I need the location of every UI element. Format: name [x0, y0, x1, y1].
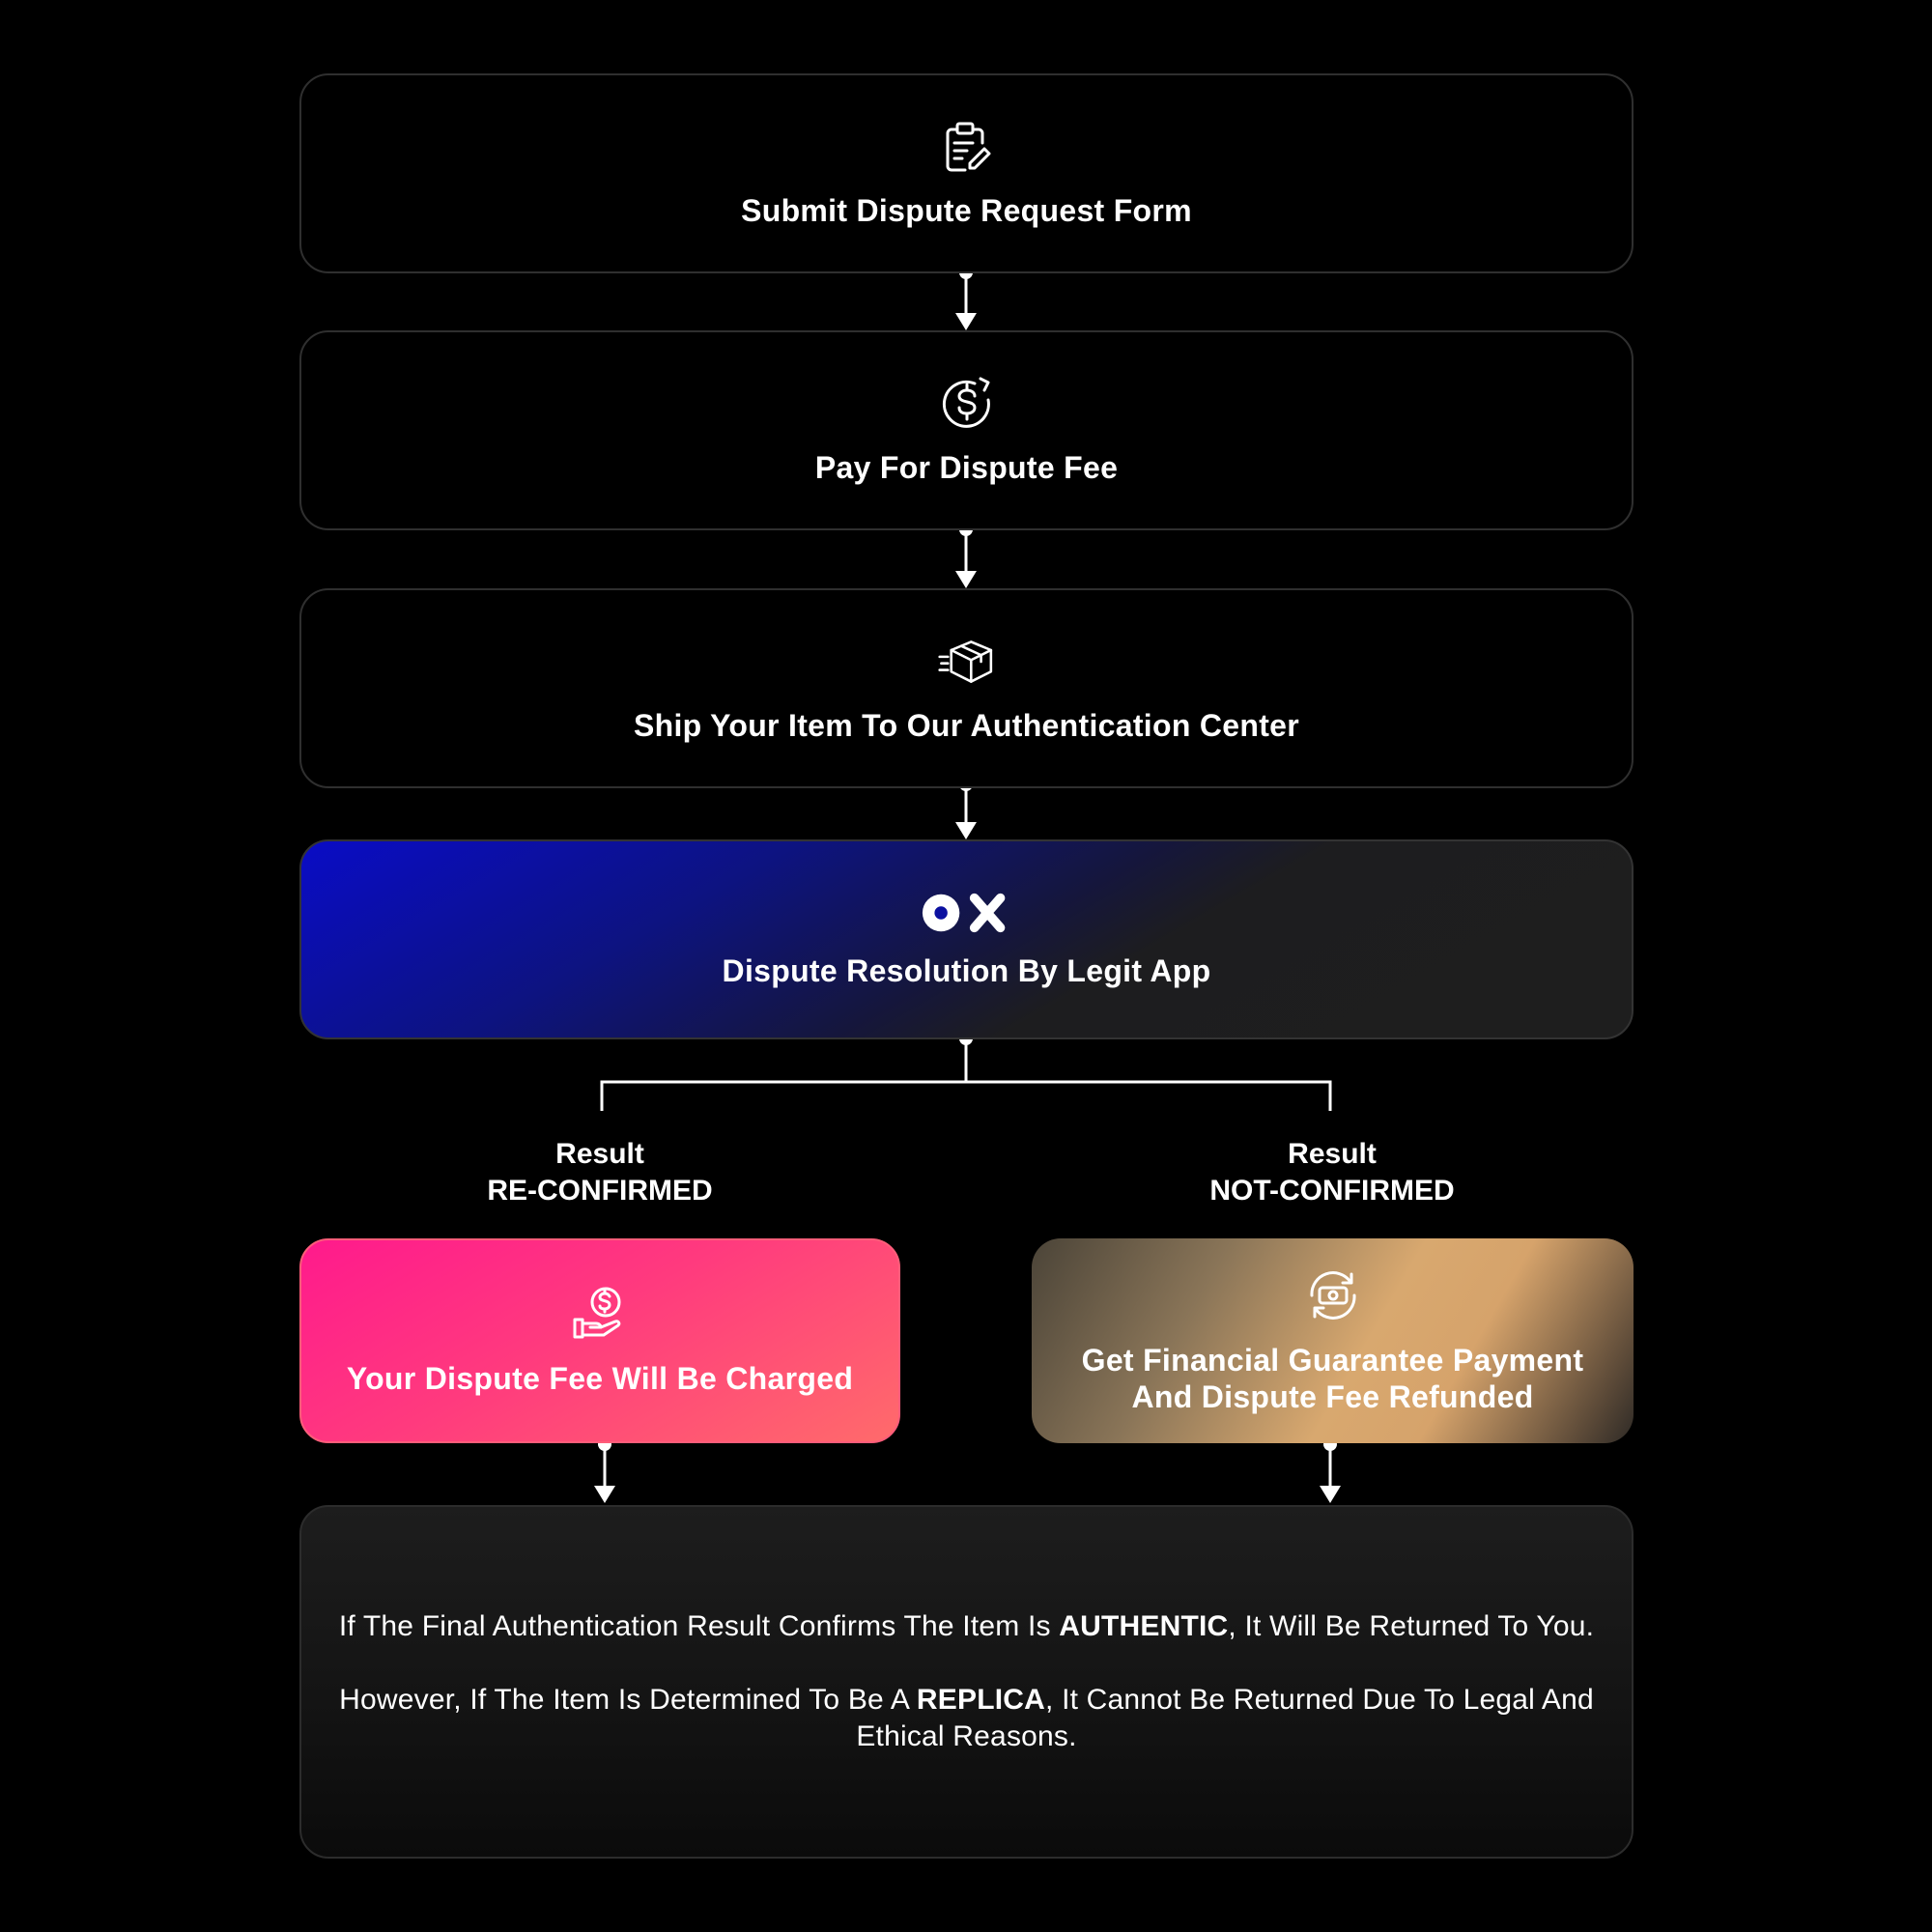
step-label: Submit Dispute Request Form: [741, 193, 1192, 228]
step-submit-form: [299, 73, 1634, 273]
final-paragraph-replica: However, If The Item Is Determined To Be A REPLICA, It Cannot Be Returned Due To Legal And Ethical Reasons.: [339, 1684, 1594, 1752]
step-pay-fee: [299, 330, 1634, 530]
clipboard-edit-icon: [938, 118, 996, 176]
result-fee-charged: [299, 1238, 900, 1443]
dollar-refresh-icon: [938, 375, 996, 433]
arrow-down-icon: [955, 822, 977, 839]
result-heading-left: Result RE-CONFIRMED: [487, 1138, 713, 1207]
step-ship-item: [299, 588, 1634, 788]
arrow-down-icon: [1320, 1486, 1341, 1503]
result-guarantee-refund: [1032, 1238, 1634, 1443]
shipping-box-icon: [938, 633, 996, 691]
arrow-down-icon: [955, 313, 977, 330]
result-text: Get Financial Guarantee Payment And Dispute Fee Refunded: [1081, 1343, 1584, 1414]
final-info-text: [301, 1608, 1632, 1755]
step-label: Pay For Dispute Fee: [814, 450, 1119, 485]
final-paragraph-authentic: If The Final Authentication Result Confirms The Item Is AUTHENTIC, It Will Be Returned To You.: [338, 1610, 1595, 1642]
step-label: Ship Your Item To Our Authentication Center: [633, 708, 1300, 743]
ox-logo-icon: [921, 890, 1013, 936]
result-text: Your Dispute Fee Will Be Charged: [346, 1361, 854, 1396]
hand-coin-icon: [571, 1285, 629, 1343]
arrow-down-icon: [955, 571, 977, 588]
step-label: Dispute Resolution By Legit App: [722, 953, 1211, 988]
result-heading-right: Result NOT-CONFIRMED: [1209, 1138, 1455, 1207]
step-dispute-resolution: [299, 839, 1634, 1039]
final-info-panel: [299, 1505, 1634, 1859]
cash-refund-icon: [1304, 1266, 1362, 1324]
arrow-down-icon: [594, 1486, 615, 1503]
